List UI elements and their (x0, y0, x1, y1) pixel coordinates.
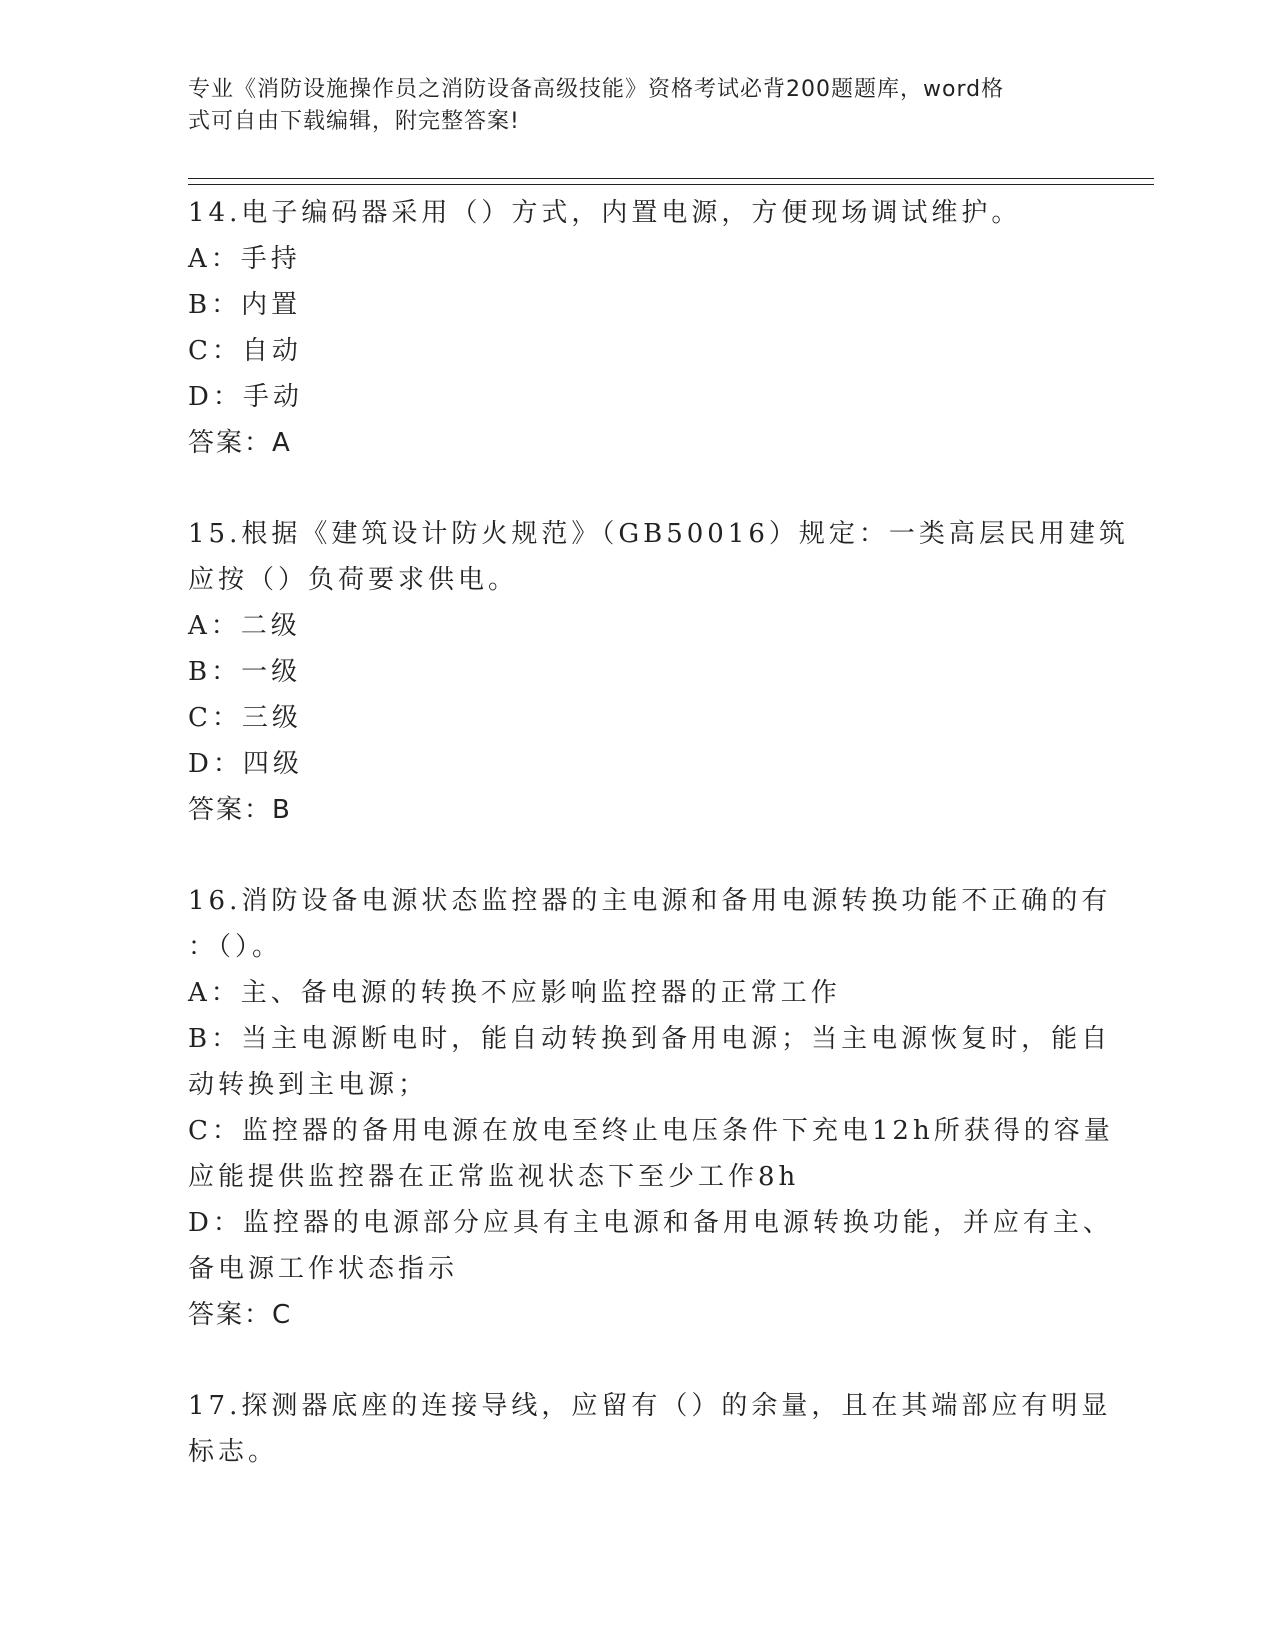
header-divider-bottom (188, 184, 1154, 185)
answer: 答案：C (188, 1300, 293, 1330)
option-a: A：主、备电源的转换不应影响监控器的正常工作 (188, 978, 841, 1008)
option-b: B：当主电源断电时，能自动转换到备用电源；当主电源恢复时，能自 (188, 1024, 1112, 1054)
question-15 (188, 511, 1129, 833)
option-a: A：二级 (188, 611, 301, 641)
option-b: B：一级 (188, 657, 302, 687)
option-c: C：监控器的备用电源在放电至终止电压条件下充电12h所获得的容量 (188, 1116, 1114, 1146)
option-b-continued: 动转换到主电源； (188, 1070, 429, 1100)
option-a: A：手持 (188, 244, 301, 274)
question-17 (188, 1383, 1112, 1475)
question-text-continued: ：（）。 (188, 932, 283, 962)
document-header (188, 74, 1068, 138)
spacer (188, 1338, 1088, 1383)
option-d-continued: 备电源工作状态指示 (188, 1254, 459, 1284)
option-c: C：自动 (188, 336, 302, 366)
option-d: D：手动 (188, 382, 303, 412)
header-line-2: 式可自由下载编辑，附完整答案! (188, 109, 520, 134)
question-text: 16.消防设备电源状态监控器的主电源和备用电源转换功能不正确的有 (188, 886, 1112, 916)
question-text: 15.根据《建筑设计防火规范》（GB50016）规定：一类高层民用建筑 (188, 519, 1129, 549)
header-line-1: 专业《消防设施操作员之消防设备高级技能》资格考试必背200题题库，word格 (188, 77, 1005, 102)
question-text: 14.电子编码器采用（）方式，内置电源，方便现场调试维护。 (188, 198, 1022, 228)
header-divider-top (188, 178, 1154, 179)
option-c-continued: 应能提供监控器在正常监视状态下至少工作8h (188, 1162, 800, 1192)
question-16 (188, 878, 1114, 1338)
question-14 (188, 190, 1088, 466)
question-text: 17.探测器底座的连接导线，应留有（）的余量，且在其端部应有明显 (188, 1391, 1112, 1421)
option-d: D：四级 (188, 749, 303, 779)
spacer (188, 466, 1088, 511)
question-list (188, 190, 1129, 1475)
option-b: B：内置 (188, 290, 302, 320)
answer: 答案：B (188, 795, 292, 825)
answer: 答案：A (188, 428, 292, 458)
option-d: D：监控器的电源部分应具有主电源和备用电源转换功能，并应有主、 (188, 1208, 1113, 1238)
spacer (188, 833, 1088, 878)
question-text-continued: 标志。 (188, 1437, 279, 1467)
question-text-continued: 应按（）负荷要求供电。 (188, 565, 519, 595)
option-c: C：三级 (188, 703, 302, 733)
